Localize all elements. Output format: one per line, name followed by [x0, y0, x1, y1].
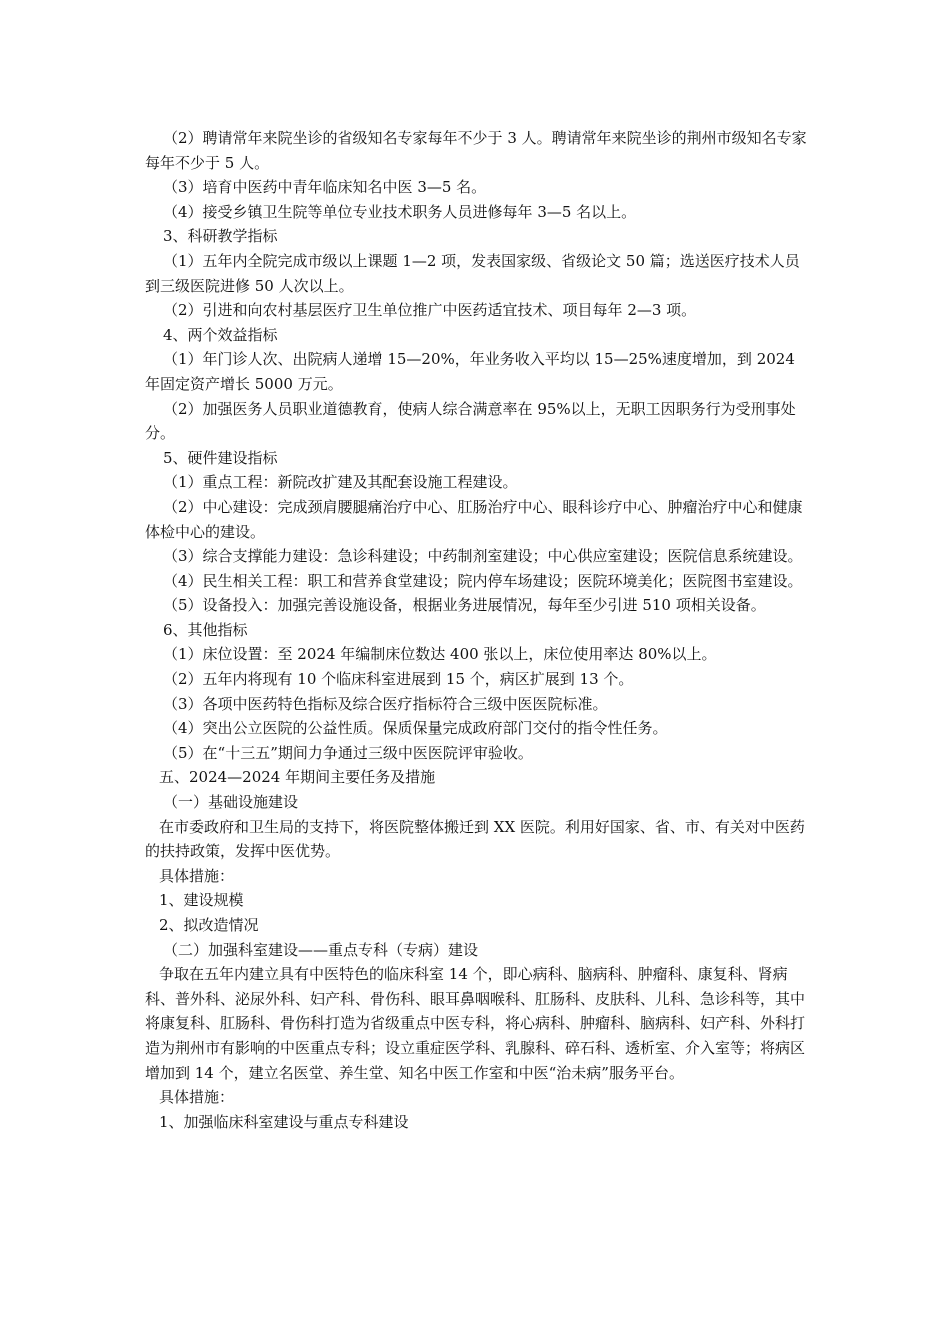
paragraph: （3）综合支撑能力建设：急诊科建设；中药制剂室建设；中心供应室建设；医院信息系统建设。	[163, 547, 803, 566]
paragraph: （1）年门诊人次、出院病人递增 15—20%，年业务收入平均以 15—25%速度增加，到 2024 年固定资产增长 5000 万元。	[145, 350, 795, 393]
paragraph: （3）各项中医药特色指标及综合医疗指标符合三级中医医院标准。	[163, 694, 608, 713]
paragraph: 1、加强临床科室建设与重点专科建设	[159, 1112, 409, 1131]
paragraph: （2）聘请常年来院坐诊的省级知名专家每年不少于 3 人。聘请常年来院坐诊的荆州市级知名专家每年不少于 5 人。	[145, 129, 807, 172]
paragraph: （3）培育中医药中青年临床知名中医 3—5 名。	[163, 178, 487, 197]
paragraph: 在市委政府和卫生局的支持下，将医院整体搬迁到 XX 医院。利用好国家、省、市、有关对中医药的扶持政策，发挥中医优势。	[145, 817, 805, 861]
paragraph: 具体措施：	[159, 1088, 235, 1107]
paragraph: （2）加强医务人员职业道德教育，使病人综合满意率在 95%以上，无职工因职务行为受刑事处分。	[145, 399, 796, 443]
paragraph: 6、其他指标	[163, 620, 248, 639]
paragraph: 争取在五年内建立具有中医特色的临床科室 14 个，即心病科、脑病科、肿瘤科、康复科、肾病科、普外科、泌尿外科、妇产科、骨伤科、眼耳鼻咽喉科、肛肠科、皮肤科、儿科、急诊科等，其中将康复科、肛肠科、骨伤科打造为省级重点中医专科，将心病科、肿瘤科、脑病科、妇产科、外科打造为荆州市有影响的中医重点专科；设立重症医学科、乳腺科、碎石科、透析室、介入室等；将病区增加到 14 个，建立名医堂、养生堂、知名中医工作室和中医“治未病”服务平台。	[145, 965, 806, 1082]
paragraph: 五、2024—2024 年期间主要任务及措施	[159, 768, 436, 787]
paragraph: （2）五年内将现有 10 个临床科室进展到 15 个，病区扩展到 13 个。	[163, 670, 634, 689]
paragraph: （二）加强科室建设——重点专科（专病）建设	[163, 940, 479, 959]
paragraph: 2、拟改造情况	[159, 916, 259, 934]
paragraph: （1）重点工程：新院改扩建及其配套设施工程建设。	[163, 473, 518, 492]
paragraph: （4）民生相关工程：职工和营养食堂建设；院内停车场建设；医院环境美化；医院图书室建设。	[163, 571, 803, 590]
paragraph: （4）接受乡镇卫生院等单位专业技术职务人员进修每年 3—5 名以上。	[163, 202, 637, 221]
paragraph: （5）设备投入：加强完善设施设备，根据业务进展情况，每年至少引进 510 项相关设备。	[163, 596, 766, 615]
paragraph: （1）五年内全院完成市级以上课题 1—2 项，发表国家级、省级论文 50 篇；选送医疗技术人员到三级医院进修 50 人次以上。	[145, 251, 800, 295]
paragraph: （2）中心建设：完成颈肩腰腿痛治疗中心、肛肠治疗中心、眼科诊疗中心、肿瘤治疗中心和健康体检中心的建设。	[145, 497, 803, 541]
paragraph: 具体措施：	[159, 866, 235, 885]
paragraph: （1）床位设置：至 2024 年编制床位数达 400 张以上，床位使用率达 80%以上。	[163, 645, 717, 664]
paragraph: （2）引进和向农村基层医疗卫生单位推广中医药适宜技术、项目每年 2—3 项。	[163, 301, 697, 320]
paragraph: 1、建设规模	[159, 891, 244, 910]
paragraph: 5、硬件建设指标	[163, 448, 278, 467]
document-body	[145, 126, 807, 1134]
paragraph: （5）在“十三五”期间力争通过三级中医医院评审验收。	[163, 743, 533, 762]
paragraph: （4）突出公立医院的公益性质。保质保量完成政府部门交付的指令性任务。	[163, 719, 668, 738]
paragraph: 3、科研教学指标	[163, 227, 278, 246]
paragraph: 4、两个效益指标	[163, 325, 278, 344]
paragraph: （一）基础设施建设	[163, 793, 299, 812]
